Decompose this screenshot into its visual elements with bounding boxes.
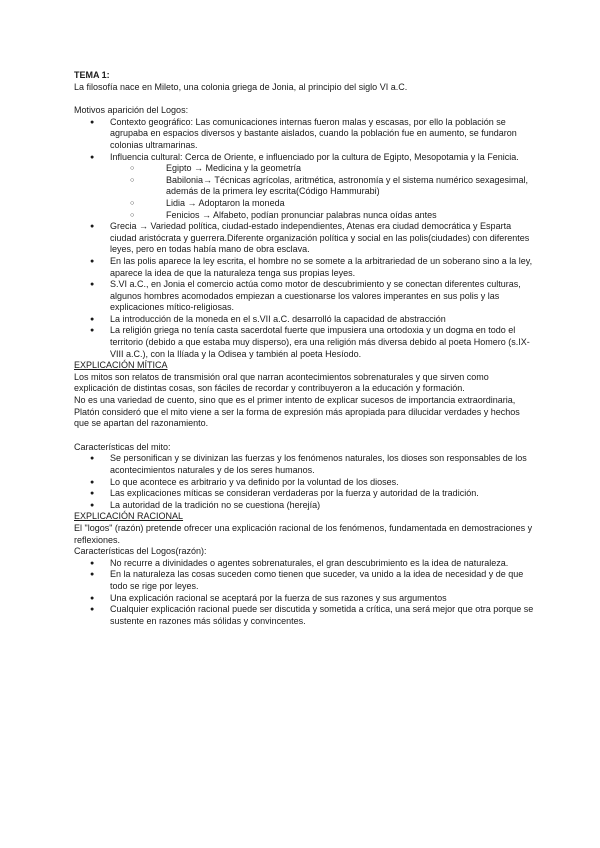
sublist-item: ○ Egipto → Medicina y la geometría — [110, 163, 534, 175]
list-item: ● S.VI a.C., en Jonia el comercio actúa como motor de descubrimiento y se conectan diferentes culturas, algunos hombres acomodados empiezan a cuestionarse los valores imperantes en sus polis y las explicaciones mítico-religiosas. — [74, 279, 534, 314]
document-title: TEMA 1: — [74, 70, 110, 80]
list-item: ● Se personifican y se divinizan las fuerzas y los fenómenos naturales, los dioses son responsables de los acontecimientos naturales y de los seres humanos. — [74, 453, 534, 476]
list-item: ● La autoridad de la tradición no se cuestiona (herejía) — [74, 500, 534, 512]
sublist-item: ○ Lidia → Adoptaron la moneda — [110, 198, 534, 210]
spacer — [74, 93, 534, 105]
list-item-text: Influencia cultural: Cerca de Oriente, e influenciado por la cultura de Egipto, Mesopotamia y la Fenicia. — [110, 151, 519, 162]
list-item: ● Contexto geográfico: Las comunicaciones internas fueron malas y escasas, por ello la población se agrupaba en espacios diversos y bastante aislados, cuando la población fue en aumento, se fundaron colonias ultramarinas. — [74, 117, 534, 152]
spacer — [74, 430, 534, 442]
motivos-heading: Motivos aparición del Logos: — [74, 105, 189, 116]
sublist-item: ○ Fenicios → Alfabeto, podían pronunciar palabras nunca oídas antes — [110, 210, 534, 222]
list-item: ● La introducción de la moneda en el s.VII a.C. desarrolló la capacidad de abstracción — [74, 314, 534, 326]
racional-paragraph-1: El "logos" (razón) pretende ofrecer una explicación racional de los fenómenos, fundamentada en demostraciones y reflexiones. — [74, 522, 533, 545]
list-item — [74, 152, 534, 222]
list-item: ● En las polis aparece la ley escrita, el hombre no se somete a la arbitrariedad de un soberano sino a la ley, aparece la idea de que la naturaleza tenga sus propias leyes. — [74, 256, 534, 279]
influencia-sublist — [146, 163, 534, 221]
list-item: ● Lo que acontece es arbitrario y va definido por la voluntad de los dioses. — [74, 477, 534, 489]
caracteristicas-mito-heading: Características del mito: — [74, 441, 171, 452]
list-item: ● La religión griega no tenía casta sacerdotal fuerte que impusiera una ortodoxia y un dogma en todo el territorio (debido a que estaba muy disperso), era una religión más diversa debido al poeta Homero (s.IX-VIII a.C.), con la Ilíada y la Odisea y también al poeta Hesíodo. — [74, 325, 534, 360]
list-item: ● Las explicaciones míticas se consideran verdaderas por la fuerza y autoridad de la tradición. — [74, 488, 534, 500]
caracteristicas-logos-heading: Características del Logos(razón): — [74, 546, 207, 557]
mitica-paragraph-1: Los mitos son relatos de transmisión oral que narran acontecimientos sobrenaturales y que sirven como explicación de distintas cosas, son fáciles de recordar y contribuyeron a la educación y formación. — [74, 371, 489, 394]
list-item: ● Cualquier explicación racional puede ser discutida y sometida a crítica, una será mejor que otra porque se sustente en razones más sólidas y convincentes. — [74, 604, 534, 627]
caracteristicas-logos-list — [74, 558, 534, 628]
list-item: ● Una explicación racional se aceptará por la fuerza de sus razones y sus argumentos — [74, 593, 534, 605]
mitica-heading: EXPLICACIÓN MÍTICA — [74, 360, 168, 371]
list-item: ● En la naturaleza las cosas suceden como tienen que suceder, va unido a la idea de necesidad y de que todo se rige por leyes. — [74, 569, 534, 592]
racional-heading: EXPLICACIÓN RACIONAL — [74, 511, 184, 522]
mitica-paragraph-2: No es una variedad de cuento, sino que es el primer intento de explicar sucesos de importancia extraordinaria, Platón consideró que el mito viene a ser la forma de expresión más apropiada para dilucidar verdades y hechos que se apartan del razonamiento. — [74, 395, 520, 429]
list-item: ● Grecia → Variedad política, ciudad-estado independientes, Atenas era ciudad democrática y Esparta ciudad aristócrata y guerrera.Diferente organización política y social en las polis(ciudades) con diferentes leyes, pero en todas había mano de obra esclava. — [74, 221, 534, 256]
caracteristicas-mito-list — [74, 453, 534, 511]
document-page — [74, 70, 534, 627]
motivos-list — [74, 117, 534, 360]
intro-paragraph: La filosofía nace en Mileto, una colonia griega de Jonia, al principio del siglo VI a.C. — [74, 81, 408, 92]
sublist-item: ○ Babilonia→ Técnicas agrícolas, aritmética, astronomía y el sistema numérico sexagesimal, además de la primera ley escrita(Código Hammurabi) — [110, 175, 534, 198]
list-item: ● No recurre a divinidades o agentes sobrenaturales, el gran descubrimiento es la idea de naturaleza. — [74, 558, 534, 570]
